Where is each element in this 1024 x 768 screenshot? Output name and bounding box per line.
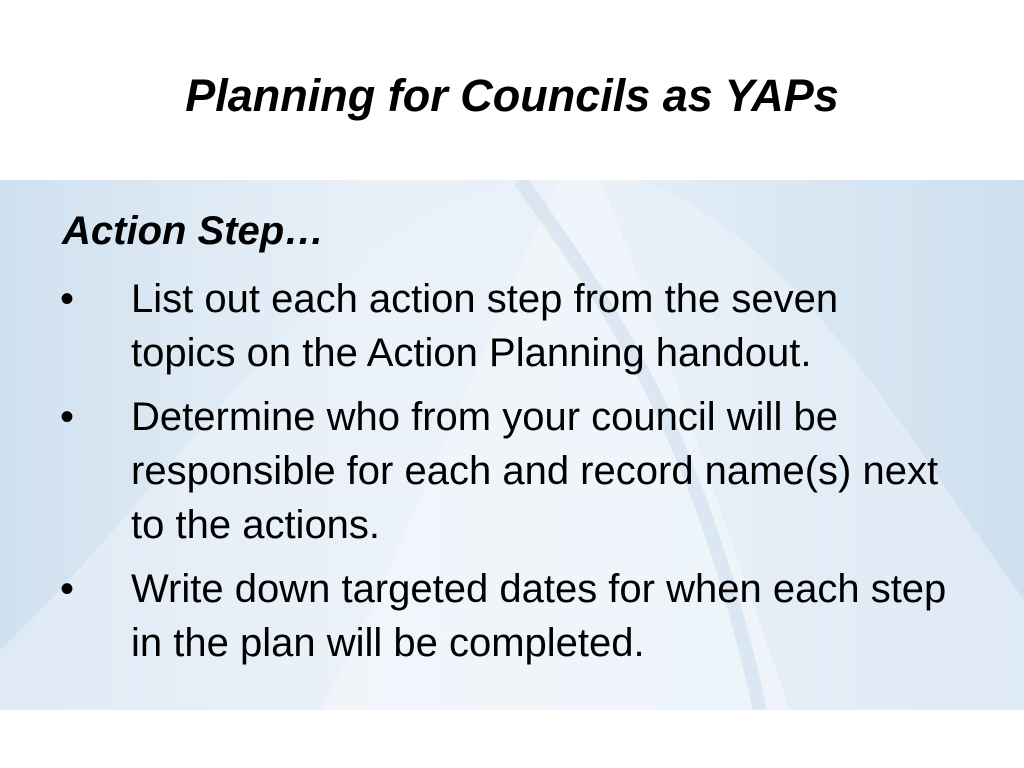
slide-title: Planning for Councils as YAPs (185, 70, 839, 121)
bullet-list (0, 272, 1024, 680)
bullet-text: Write down targeted dates for when each step in the plan will be completed. (131, 567, 947, 665)
bullet-marker: • (60, 395, 75, 439)
bullet-text: List out each action step from the seven topics on the Action Planning handout. (131, 277, 839, 375)
section-heading: Action Step… (62, 209, 325, 253)
bullet-item (0, 272, 951, 380)
bullet-item (0, 390, 951, 552)
bullet-marker: • (60, 567, 75, 611)
bullet-item (0, 562, 951, 670)
bullet-text: Determine who from your council will be responsible for each and record name(s) next to the actions. (131, 395, 939, 547)
bullet-marker: • (60, 277, 75, 321)
